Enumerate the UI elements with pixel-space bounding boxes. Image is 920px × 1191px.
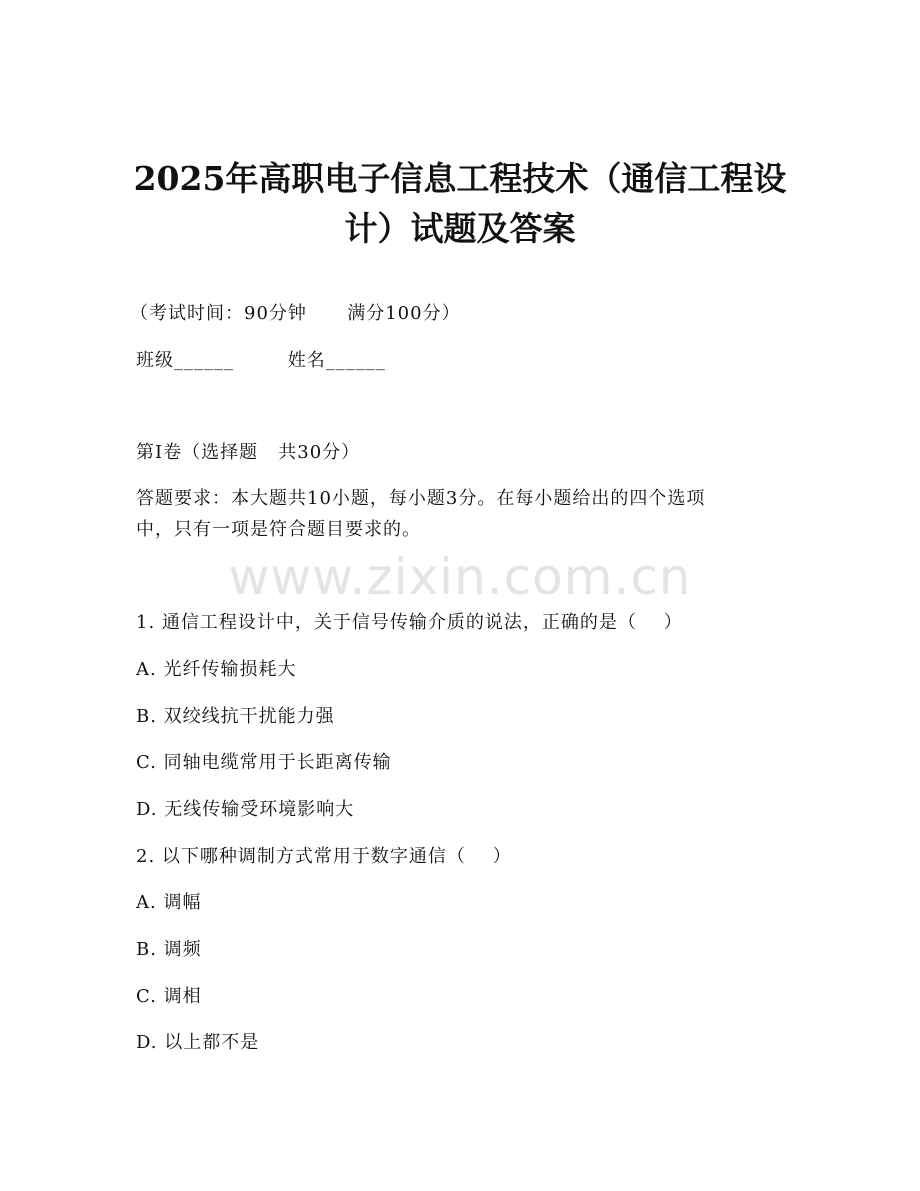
class-name-fields: 班级______ 姓名______ [136, 350, 386, 371]
question-1-option-a: A. 光纤传输损耗大 [136, 659, 297, 680]
question-2-option-d: D. 以上都不是 [136, 1032, 260, 1053]
question-2-option-b: B. 调频 [136, 939, 202, 960]
question-2-option-c: C. 调相 [136, 986, 202, 1007]
section-heading: 第Ⅰ卷（选择题 共30分） [136, 442, 361, 463]
exam-info: （考试时间：90分钟 满分100分） [130, 303, 461, 324]
question-1-option-c: C. 同轴电缆常用于长距离传输 [136, 752, 392, 773]
question-1-option-d: D. 无线传输受环境影响大 [136, 799, 355, 820]
question-1-option-b: B. 双绞线抗干扰能力强 [136, 706, 335, 727]
document-title-line-2: 计）试题及答案 [344, 209, 576, 248]
question-1-stem: 1. 通信工程设计中，关于信号传输介质的说法，正确的是（ ） [136, 612, 683, 633]
document-title-line-1: 2025年高职电子信息工程技术（通信工程设 [133, 159, 787, 198]
question-2-option-a: A. 调幅 [136, 892, 202, 913]
instructions-line-1: 答题要求：本大题共10小题，每小题3分。在每小题给出的四个选项 [136, 488, 706, 509]
instructions-line-2: 中，只有一项是符合题目要求的。 [136, 519, 421, 540]
question-2-stem: 2. 以下哪种调制方式常用于数字通信（ ） [136, 846, 512, 867]
watermark: www.zixin.com.cn [228, 548, 692, 606]
